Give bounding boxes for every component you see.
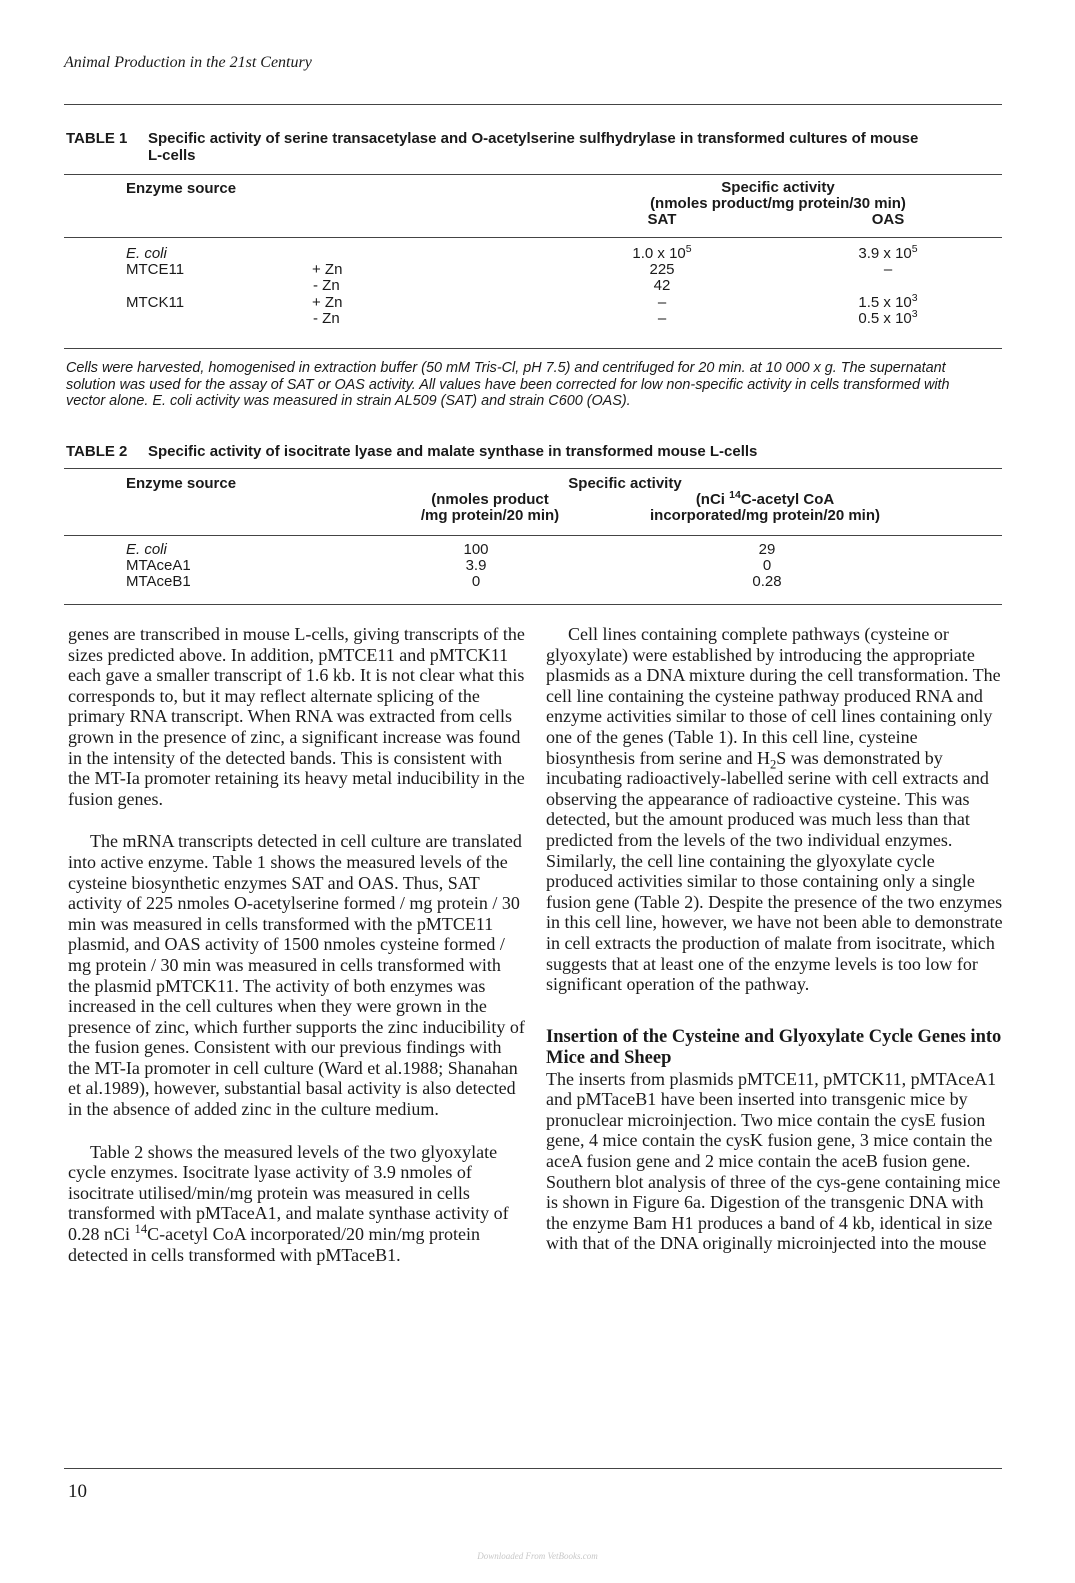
right-paragraph-2: The inserts from plasmids pMTCE11, pMTCK11, pMTAceA1 and pMTaceB1 have been inserted into transgenic mice by pronuclear microinjection. Two mice contain the cysE fusion gene, 4 mice contain the cysK fusion gene, 3 mice contain the aceA fusion gene and 2 mice contain the aceB fusion gene. Southern blot analysis of three of the cys-gene containing mice is shown in Figure 6a. Digestion of the transgenic DNA with the enzyme Bam H1 produces a band of 4 kb, identical in size with that of the DNA originally microinjected into the mouse [546,1068,1001,1254]
table-2-row-3-value-2: 0.28 [752,573,782,590]
table-1-row-4-source: MTCK11 [126,294,185,311]
table-2-row-2-value-2: 0 [762,557,772,574]
table-2-row-2-value-1: 3.9 [465,557,487,574]
table-1-row-1-oas: 3.9 x $10^5$ [858,243,918,262]
left-paragraph-2: The mRNA transcripts detected in cell culture are translated into active enzyme. Table 1 shows the measured levels of the cysteine biosynthetic enzymes SAT and OAS. Thus, SAT activity of 225 nmoles O-acetylserine formed / mg protein / 30 min was measured in cells transformed with the pMTCE11 plasmid, and OAS activity of 1500 nmoles cysteine formed / mg protein / 30 min was measured in cells transformed with the plasmid pMTCK11. The activity of both enzymes was increased in the cell cultures when they were grown in the presence of zinc, which further supports the zinc inducibility of the fusion genes. Consistent with our previous findings with the MT-Ia promoter in cell culture (Ward et al.1988; Shanahan et al.1989), however, substantial basal activity is also detected in the absence of added zinc in the culture medium. [68,831,525,1120]
table-1-row-3-sat: 42 [653,277,671,294]
table-2-header-enzyme-source: Enzyme source [126,475,237,492]
table-1-header-specific-activity: Specific activity [721,179,835,196]
table-1-header-enzyme-source: Enzyme source [126,180,237,197]
table-2-row-1-source: E. coli [126,541,167,558]
right-paragraph-1: Cell lines containing complete pathways (cysteine or glyoxylate) were established by introducing the appropriate plasmids as a DNA mixture during the cell transformation. The cell line containing the cysteine pathway produced RNA and enzyme activities similar to those of cell lines containing only one of the genes (Table 1). In this cell line, cysteine biosynthesis from serine and $H_2S$ was demonstrated by incubating radioactively-labelled serine with cell extracts and observing the appearance of radioactive cysteine. This was detected, but the amount produced was much less than that predicted from the levels of the two individual enzymes. Similarly, the cell line containing the glyoxylate cycle produced activities similar to those containing only a single fusion gene (Table 2). Despite the presence of the two enzymes in this cell line, however, we have not been able to demonstrate in cell extracts the production of malate from isocitrate, which suggests that at least one of the enzyme levels is too low for significant operation of the pathway. [546,624,1003,995]
table-1-row-5-sat: – [657,310,667,327]
table-1-footnote: Cells were harvested, homogenised in extraction buffer (50 mM Tris-Cl, pH 7.5) and centrifuged for 20 min. at 10 000 x g. The supernatant solution was used for the assay of SAT or OAS activity. All values have been corrected for low non-specific activity in cells transformed with vector alone. E. coli activity was measured in strain AL509 (SAT) and strain C600 (OAS). [66,360,950,409]
table-2-top-rule [64,468,1002,469]
table-2-header-specific-activity: Specific activity [568,475,682,492]
table-2-row-3-value-1: 0 [471,573,481,590]
left-paragraph-3: Table 2 shows the measured levels of the two glyoxylate cycle enzymes. Isocitrate lyase activity of 3.9 nmoles of isocitrate utilised/min/mg protein was measured in cells transformed with pMTaceA1, and malate synthase activity of 0.28 nCi $^{14}$C-acetyl CoA incorporated/20 min/mg protein detected in cells transformed with pMTaceB1. [68,1141,509,1265]
table-2-header-col2-line2: incorporated/mg protein/20 min) [649,507,881,524]
page-number: 10 [68,1481,87,1502]
table-1-row-2-source: MTCE11 [126,261,185,278]
table-2-label: TABLE 2 [66,443,128,460]
running-head: Animal Production in the 21st Century [64,54,312,71]
table-1-row-4-condition: + Zn [312,294,343,311]
table-2-caption: Specific activity of isocitrate lyase and malate synthase in transformed mouse L-cells [148,443,758,460]
table-2-row-1-value-1: 100 [463,541,489,558]
right-column [546,624,1004,1254]
table-1-header-sat: SAT [647,211,677,228]
table-1-row-5-oas: 0.5 x $10^3$ [858,308,918,327]
table-2-row-2-source: MTAceA1 [126,557,191,574]
table-2-header-col2-line1: (nCi $^{14}$C-acetyl CoA [695,489,835,508]
header-rule [64,104,1002,105]
left-column [68,624,526,1265]
table-1-row-2-sat: 225 [649,261,675,278]
table-1-header-rule [64,237,1002,238]
table-1-row-5-condition: - Zn [313,310,340,327]
table-1-label: TABLE 1 [66,130,128,147]
table-2-row-3-source: MTAceB1 [126,573,191,590]
table-1-bottom-rule [64,348,1002,349]
table-2-header-col1-line2: /mg protein/20 min) [420,507,560,524]
table-1-header-units: (nmoles product/mg protein/30 min) [650,195,906,212]
table-1-row-4-sat: – [657,294,667,311]
footer-watermark: Downloaded From VetBooks.com [477,1551,598,1561]
table-1-row-1-source: E. coli [126,245,167,262]
table-1-row-1-sat: 1.0 x $10^5$ [632,243,692,262]
table-1-row-2-condition: + Zn [312,261,343,278]
table-2-bottom-rule [64,604,1002,605]
table-1-row-2-oas: – [883,261,893,278]
table-2-header-col1-line1: (nmoles product [431,491,549,508]
left-paragraph-1: genes are transcribed in mouse L-cells, giving transcripts of the sizes predicted above. In addition, pMTCE11 and pMTCK11 each gave a smaller transcript of 1.6 kb. It is not clear what this corresponds to, but it may reflect alternate splicing of the primary RNA transcript. When RNA was extracted from cells grown in the presence of zinc, a significant increase was found in the intensity of the detected bands. This is consistent with the MT-Ia promoter retaining its heavy metal inducibility in the fusion genes. [68,624,525,809]
table-1-caption: Specific activity of serine transacetylase and O-acetylserine sulfhydrylase in transformed cultures of mouse L-cells [148,130,919,164]
footer-rule [64,1468,1002,1469]
table-1-row-4-oas: 1.5 x $10^3$ [858,292,918,311]
table-1-row-3-condition: - Zn [313,277,340,294]
table-2-header-rule [64,535,1002,536]
table-1-header-oas: OAS [871,211,905,228]
section-heading: Insertion of the Cysteine and Glyoxylate Cycle Genes into Mice and Sheep [546,1026,1002,1068]
table-1-top-rule [64,174,1002,175]
table-2-row-1-value-2: 29 [758,541,776,558]
